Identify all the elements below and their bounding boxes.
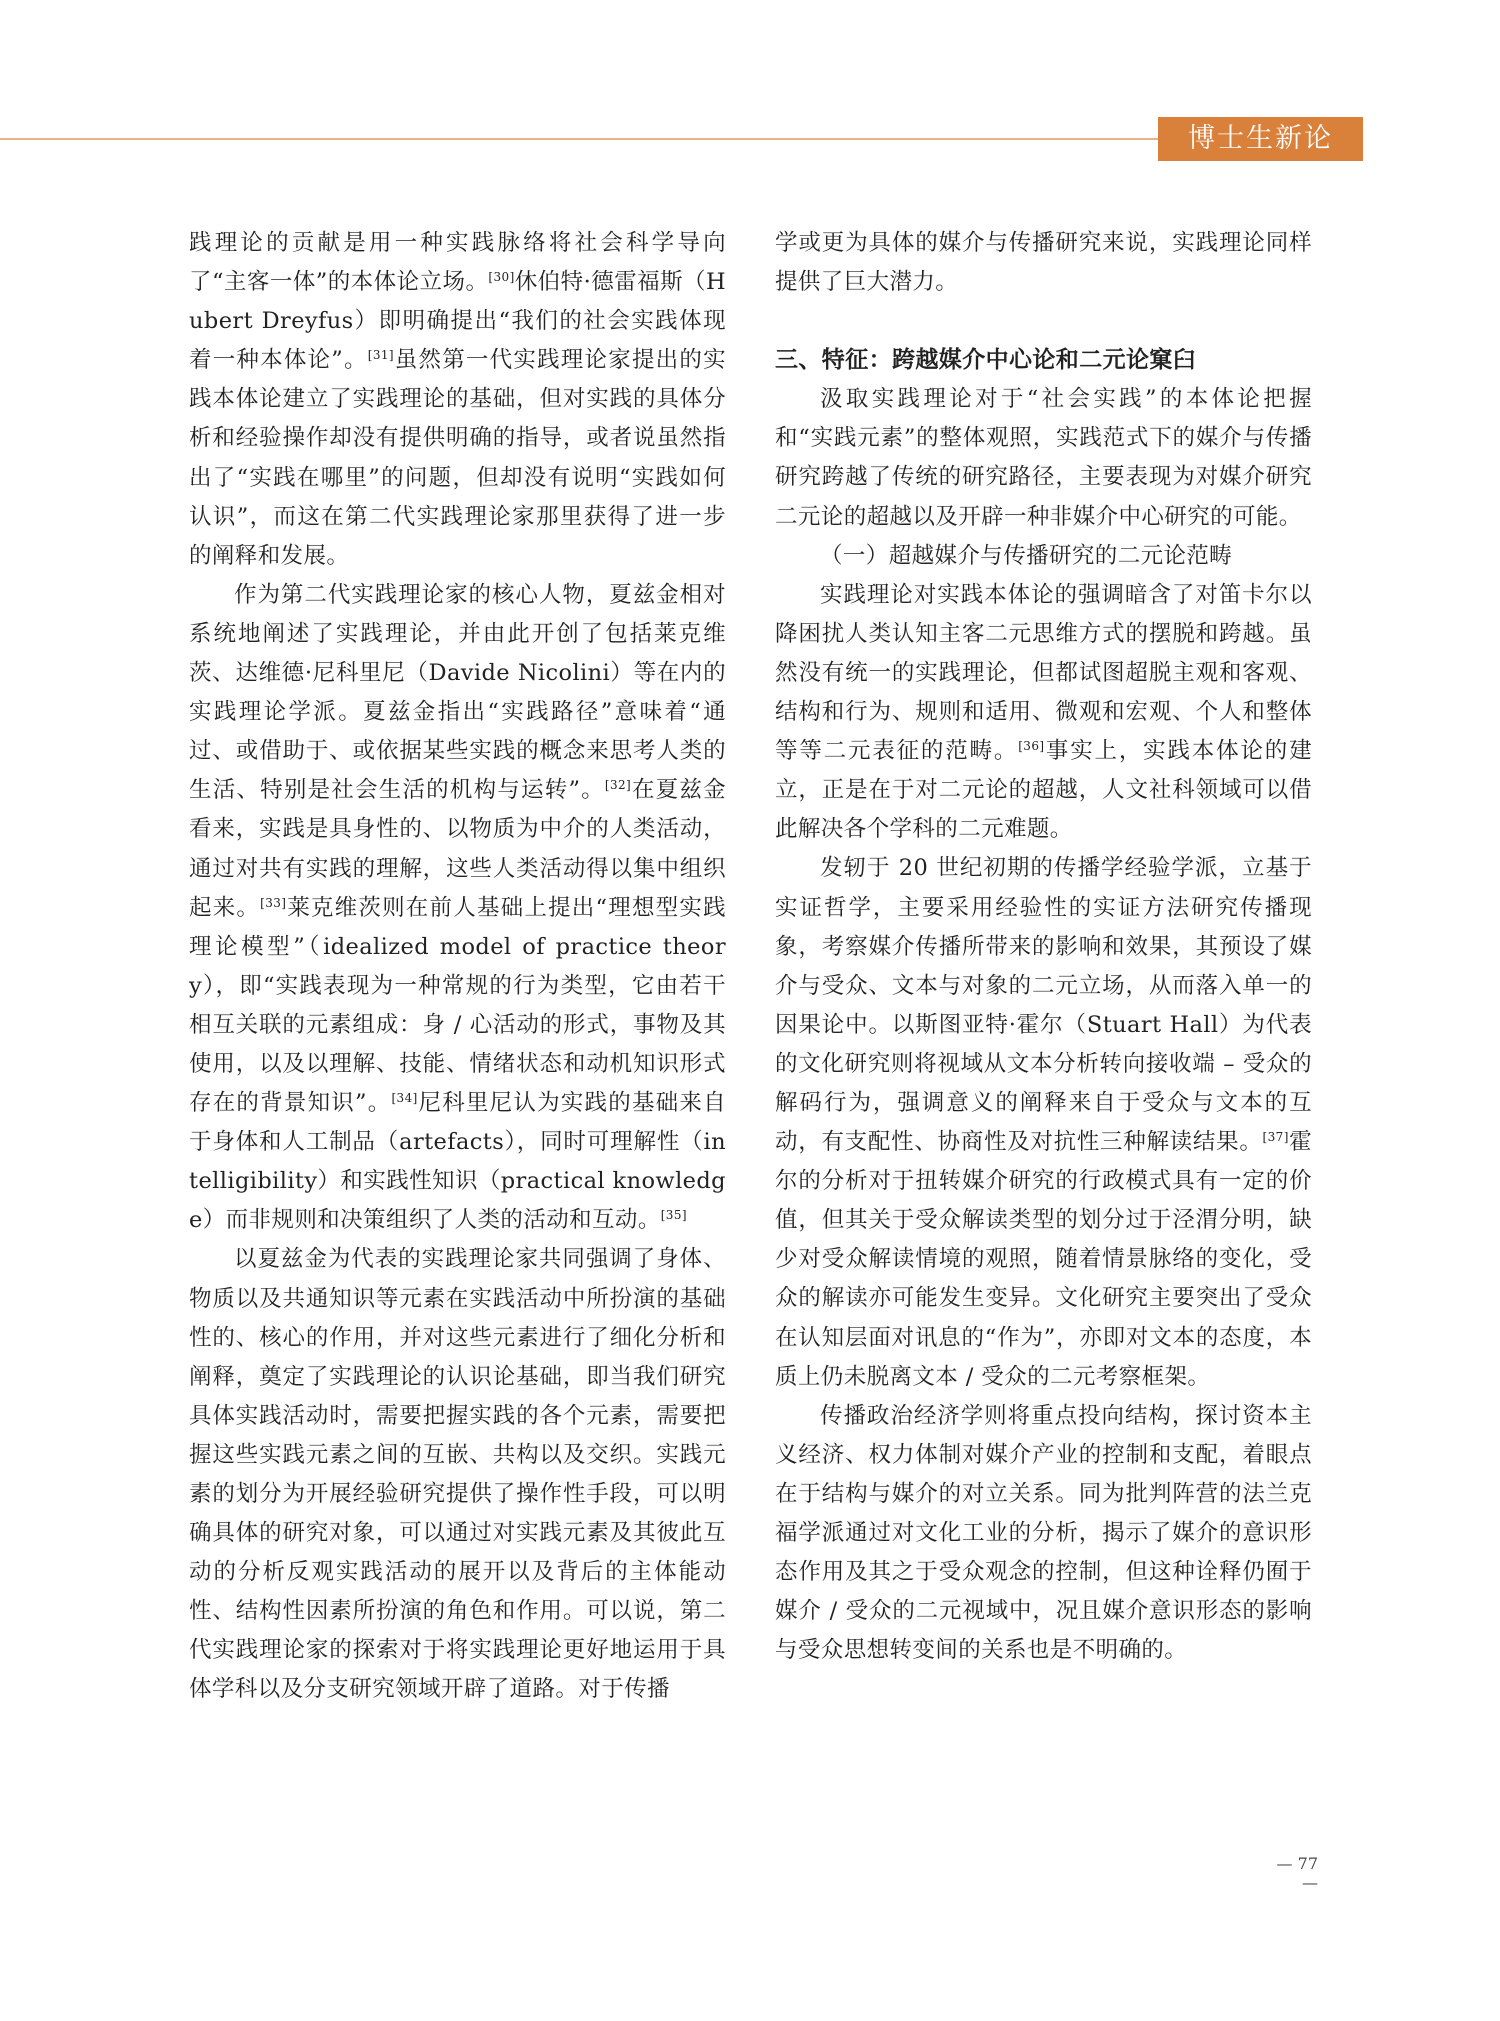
paragraph: 汲取实践理论对于“社会实践”的本体论把握和“实践元素”的整体观照，实践范式下的媒介与传播研究跨越了传统的研究路径，主要表现为对媒介研究二元论的超越以及开辟一种非媒介中心研究的可能。 bbox=[775, 386, 1312, 530]
citation: [36] bbox=[1018, 739, 1045, 754]
page-number: — 77 — bbox=[1276, 1854, 1318, 1892]
paragraph: 实践理论对实践本体论的强调暗含了对笛卡尔以降困扰人类认知主客二元思维方式的摆脱和跨越。虽然没有统一的实践理论，但都试图超脱主观和客观、结构和行为、规则和适用、微观和宏观、个人和整体等等二元表征的范畴。[36]事实上，实践本体论的建立，正是在于对二元论的超越，人文社科领域可以借此解决各个学科的二元难题。 bbox=[775, 581, 1312, 843]
paragraph: 传播政治经济学则将重点投向结构，探讨资本主义经济、权力体制对媒介产业的控制和支配，着眼点在于结构与媒介的对立关系。同为批判阵营的法兰克福学派通过对文化工业的分析，揭示了媒介的意识形态作用及其之于受众观念的控制，但这种诠释仍囿于媒介 / 受众的二元视域中，况且媒介意识形态的影响与受众思想转变间的关系也是不明确的。 bbox=[775, 1402, 1312, 1664]
citation: [34] bbox=[391, 1091, 418, 1106]
paragraph: 发轫于 20 世纪初期的传播学经验学派，立基于实证哲学，主要采用经验性的实证方法研究传播现象，考察媒介传播所带来的影响和效果，其预设了媒介与受众、文本与对象的二元立场，从而落入单一的因果论中。以斯图亚特·霍尔（Stuart Hall）为代表的文化研究则将视域从文本分析转向接收端 – 受众的解码行为，强调意义的阐释来自于受众与文本的互动，有支配性、协商性及对抗性三种解读结果。[37]霍尔的分析对于扭转媒介研究的行政模式具有一定的价值，但其关于受众解读类型的划分过于泾渭分明，缺少对受众解读情境的观照，随着情景脉络的变化，受众的解读亦可能发生变异。文化研究主要突出了受众在认知层面对讯息的“作为”，亦即对文本的态度，本质上仍未脱离文本 / 受众的二元考察框架。 bbox=[775, 855, 1312, 1390]
paragraph: 学或更为具体的媒介与传播研究来说，实践理论同样提供了巨大潜力。 bbox=[775, 230, 1312, 296]
paragraph: 以夏兹金为代表的实践理论家共同强调了身体、物质以及共通知识等元素在实践活动中所扮演的基础性的、核心的作用，并对这些元素进行了细化分析和阐释，奠定了实践理论的认识论基础，即当我们研究具体实践活动时，需要把握实践的各个元素，需要把握这些实践元素之间的互嵌、共构以及交织。实践元素的划分为开展经验研究提供了操作性手段，可以明确具体的研究对象，可以通过对实践元素及其彼此互动的分析反观实践活动的展开以及背后的主体能动性、结构性因素所扮演的角色和作用。可以说，第二代实践理论家的探索对于将实践理论更好地运用于具体学科以及分支研究领域开辟了道路。对于传播 bbox=[189, 1246, 726, 1703]
header-rule bbox=[0, 138, 1158, 140]
left-column bbox=[189, 224, 726, 1710]
section-heading: 三、特征：跨越媒介中心论和二元论窠臼 bbox=[775, 347, 1197, 374]
paragraph: 践理论的贡献是用一种实践脉络将社会科学导向了“主客一体”的本体论立场。[30]休伯特·德雷福斯（Hubert Dreyfus）即明确提出“我们的社会实践体现着一种本体论”。[31]虽然第一代实践理论家提出的实践本体论建立了实践理论的基础，但对实践的具体分析和经验操作却没有提供明确的指导，或者说虽然指出了“实践在哪里”的问题，但却没有说明“实践如何认识”，而这在第二代实践理论家那里获得了进一步的阐释和发展。 bbox=[189, 230, 727, 569]
citation: [30] bbox=[488, 270, 515, 285]
subsection-heading: （一）超越媒介与传播研究的二元论范畴 bbox=[820, 542, 1233, 569]
citation: [33] bbox=[260, 895, 287, 910]
paragraph: 作为第二代实践理论家的核心人物，夏兹金相对系统地阐述了实践理论，并由此开创了包括莱克维茨、达维德·尼科里尼（Davide Nicolini）等在内的实践理论学派。夏兹金指出“实践路径”意味着“通过、或借助于、或依据某些实践的概念来思考人类的生活、特别是社会生活的机构与运转”。[32]在夏兹金看来，实践是具身性的、以物质为中介的人类活动，通过对共有实践的理解，这些人类活动得以集中组织起来。[33]莱克维茨则在前人基础上提出“理想型实践理论模型”（idealized model of practice theory），即“实践表现为一种常规的行为类型，它由若干相互关联的元素组成：身 / 心活动的形式，事物及其使用，以及以理解、技能、情绪状态和动机知识形式存在的背景知识”。[34]尼科里尼认为实践的基础来自于身体和人工制品（artefacts），同时可理解性（intelligibility）和实践性知识（practical knowledge）而非规则和决策组织了人类的活动和互动。[35] bbox=[189, 581, 726, 1234]
right-column bbox=[775, 224, 1312, 1670]
section-label: 博士生新论 bbox=[1158, 117, 1363, 161]
citation: [37] bbox=[1262, 1130, 1289, 1145]
citation: [35] bbox=[660, 1208, 687, 1223]
citation: [32] bbox=[604, 778, 632, 793]
citation: [31] bbox=[367, 348, 394, 363]
